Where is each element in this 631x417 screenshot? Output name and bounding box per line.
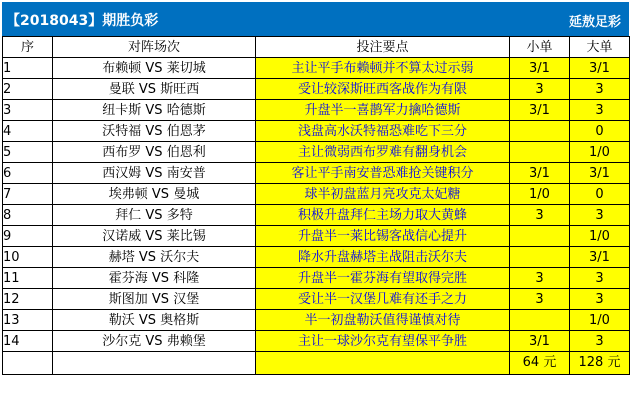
table-row (3, 289, 630, 310)
row-match: 沃特福 VS 伯恩茅 (53, 121, 256, 142)
row-big-pick: 3/1 (570, 163, 630, 184)
row-tip: 受让半一汉堡几难有还手之力 (256, 289, 510, 310)
row-match: 埃弗顿 VS 曼城 (53, 184, 256, 205)
total-small: 64 元 (510, 352, 570, 375)
table-row (3, 121, 630, 142)
title-bar (2, 2, 629, 36)
row-big-pick: 0 (570, 121, 630, 142)
issue-title: 【2018043】期胜负彩 (6, 13, 159, 29)
row-small-pick: 3 (510, 79, 570, 100)
table-row (3, 184, 630, 205)
col-header-num: 序 (3, 37, 53, 58)
row-number: 13 (3, 310, 53, 331)
row-small-pick: 3 (510, 205, 570, 226)
row-big-pick: 3/1 (570, 58, 630, 79)
row-small-pick: 3/1 (510, 100, 570, 121)
row-small-pick: 3/1 (510, 331, 570, 352)
table-row (3, 163, 630, 184)
table-row (3, 226, 630, 247)
table-row (3, 310, 630, 331)
row-number: 11 (3, 268, 53, 289)
row-number: 9 (3, 226, 53, 247)
row-number: 7 (3, 184, 53, 205)
row-number: 10 (3, 247, 53, 268)
row-number: 4 (3, 121, 53, 142)
row-big-pick: 3 (570, 79, 630, 100)
row-tip: 客让平手南安普恐难抢关键积分 (256, 163, 510, 184)
totals-blank-match (53, 352, 256, 375)
row-match: 汉诺威 VS 莱比锡 (53, 226, 256, 247)
totals-blank-tip (256, 352, 510, 375)
row-big-pick: 3 (570, 331, 630, 352)
table-row (3, 142, 630, 163)
row-match: 勒沃 VS 奥格斯 (53, 310, 256, 331)
row-small-pick: 3/1 (510, 58, 570, 79)
row-match: 拜仁 VS 多特 (53, 205, 256, 226)
total-big: 128 元 (570, 352, 630, 375)
row-match: 沙尔克 VS 弗赖堡 (53, 331, 256, 352)
row-match: 曼联 VS 斯旺西 (53, 79, 256, 100)
row-small-pick: 3 (510, 289, 570, 310)
row-big-pick: 1/0 (570, 226, 630, 247)
row-match: 霍芬海 VS 科隆 (53, 268, 256, 289)
table-body (3, 58, 630, 352)
row-big-pick: 1/0 (570, 310, 630, 331)
row-number: 2 (3, 79, 53, 100)
row-tip: 半一初盘勒沃值得谨慎对待 (256, 310, 510, 331)
row-big-pick: 0 (570, 184, 630, 205)
table-row (3, 79, 630, 100)
row-small-pick: 3 (510, 268, 570, 289)
row-number: 14 (3, 331, 53, 352)
row-big-pick: 3 (570, 289, 630, 310)
betting-table (2, 36, 630, 375)
row-tip: 升盘半一喜鹊军力擒哈德斯 (256, 100, 510, 121)
col-header-match: 对阵场次 (53, 37, 256, 58)
col-header-small: 小单 (510, 37, 570, 58)
row-tip: 积极升盘拜仁主场力取大黄蜂 (256, 205, 510, 226)
row-tip: 球半初盘蓝月亮攻克太妃糖 (256, 184, 510, 205)
row-tip: 主让平手布赖顿并不算太过示弱 (256, 58, 510, 79)
table-row (3, 247, 630, 268)
table-row (3, 58, 630, 79)
row-match: 西汉姆 VS 南安普 (53, 163, 256, 184)
row-small-pick (510, 226, 570, 247)
table-row (3, 268, 630, 289)
row-small-pick (510, 121, 570, 142)
table-row (3, 331, 630, 352)
col-header-big: 大单 (570, 37, 630, 58)
row-number: 3 (3, 100, 53, 121)
table-row (3, 205, 630, 226)
row-match: 斯图加 VS 汉堡 (53, 289, 256, 310)
row-number: 12 (3, 289, 53, 310)
row-tip: 主让一球沙尔克有望保平争胜 (256, 331, 510, 352)
row-number: 6 (3, 163, 53, 184)
row-tip: 受让较深斯旺西客战作为有限 (256, 79, 510, 100)
row-tip: 升盘半一霍芬海有望取得完胜 (256, 268, 510, 289)
row-small-pick (510, 310, 570, 331)
row-big-pick: 3 (570, 268, 630, 289)
row-match: 纽卡斯 VS 哈德斯 (53, 100, 256, 121)
row-number: 1 (3, 58, 53, 79)
row-tip: 升盘半一莱比锡客战信心提升 (256, 226, 510, 247)
row-tip: 主让微弱西布罗难有翻身机会 (256, 142, 510, 163)
col-header-tip: 投注要点 (256, 37, 510, 58)
row-number: 8 (3, 205, 53, 226)
totals-blank-num (3, 352, 53, 375)
row-big-pick: 1/0 (570, 142, 630, 163)
row-match: 西布罗 VS 伯恩利 (53, 142, 256, 163)
table-row (3, 100, 630, 121)
row-big-pick: 3/1 (570, 247, 630, 268)
header-row (3, 37, 630, 58)
row-match: 赫塔 VS 沃尔夫 (53, 247, 256, 268)
row-number: 5 (3, 142, 53, 163)
row-big-pick: 3 (570, 205, 630, 226)
row-tip: 浅盘高水沃特福恐难吃下三分 (256, 121, 510, 142)
row-small-pick: 1/0 (510, 184, 570, 205)
row-small-pick: 3/1 (510, 163, 570, 184)
row-big-pick: 3 (570, 100, 630, 121)
author-name: 延敖足彩 (568, 15, 621, 30)
row-match: 布赖顿 VS 莱切城 (53, 58, 256, 79)
row-tip: 降水升盘赫塔主战阻击沃尔夫 (256, 247, 510, 268)
row-small-pick (510, 247, 570, 268)
totals-row (3, 352, 630, 375)
row-small-pick (510, 142, 570, 163)
